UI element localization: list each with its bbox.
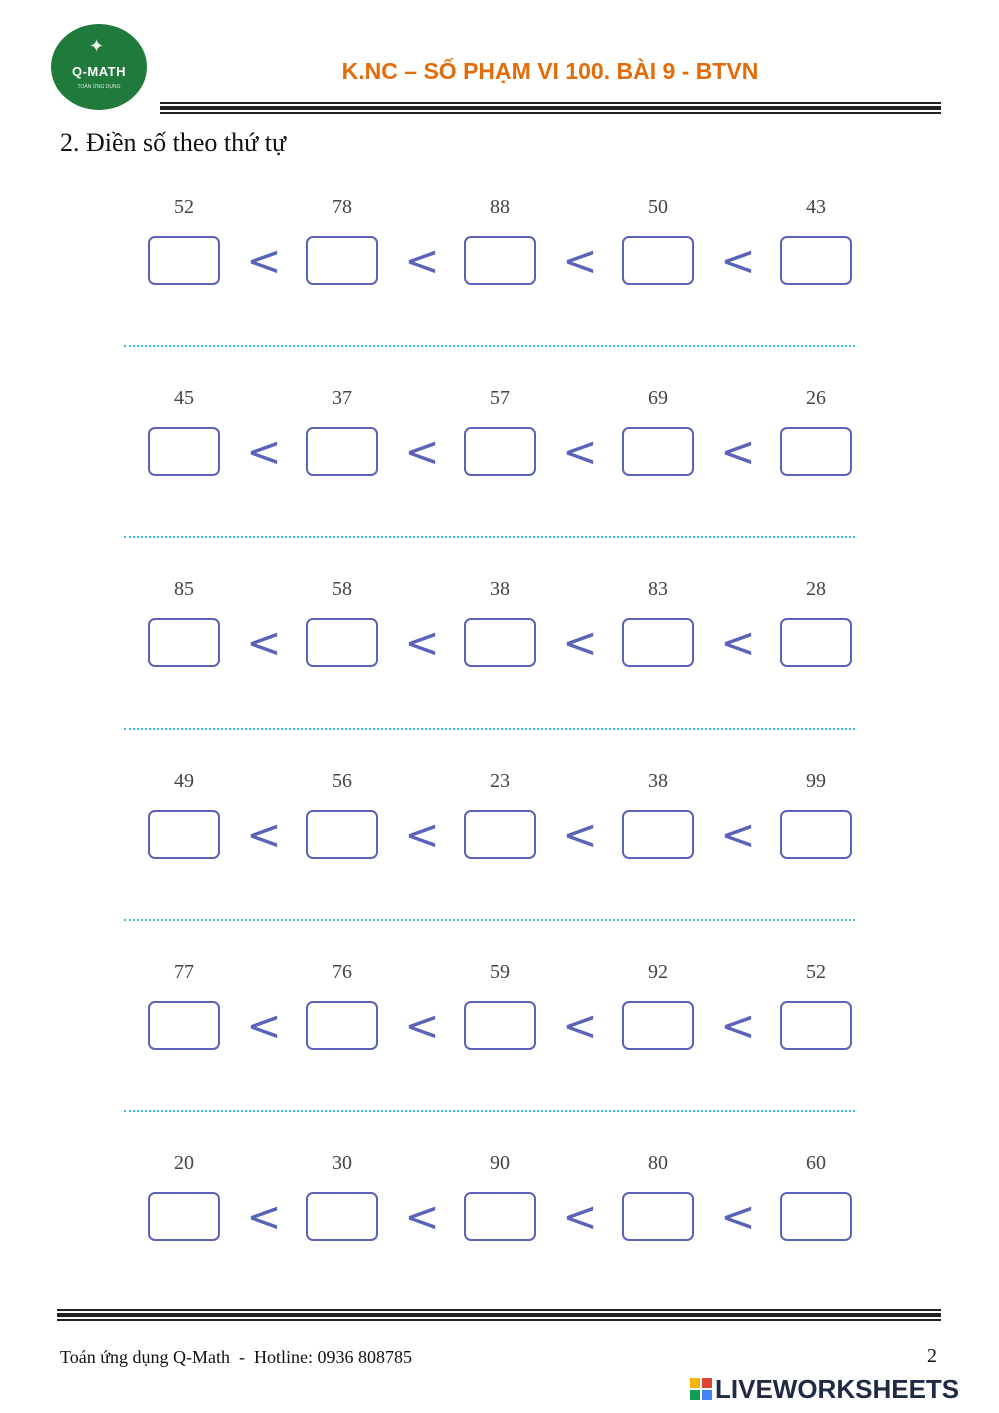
given-number: 76: [332, 961, 352, 983]
less-than-sign: <: [720, 236, 756, 285]
answer-box[interactable]: [464, 1192, 536, 1241]
less-than-sign: <: [562, 1192, 598, 1241]
footer-text: Toán ứng dụng Q-Math - Hotline: 0936 808785: [60, 1347, 412, 1367]
less-than-sign: <: [246, 618, 282, 667]
given-number: 38: [648, 770, 668, 792]
less-than-sign: <: [246, 1001, 282, 1050]
exercise-row: [0, 1152, 999, 1302]
answer-box[interactable]: [622, 618, 694, 667]
watermark-text: LIVEWORKSHEETS: [715, 1374, 960, 1404]
given-number: 77: [174, 961, 194, 983]
logo-tagline: TOÁN ỨNG DỤNG: [77, 84, 121, 90]
given-number: 80: [648, 1152, 668, 1174]
less-than-sign: <: [562, 427, 598, 476]
given-number: 45: [174, 387, 194, 409]
row-separator: [124, 345, 855, 347]
given-number: 78: [332, 196, 352, 218]
row-separator: [124, 919, 855, 921]
row-separator: [124, 728, 855, 730]
less-than-sign: <: [404, 1192, 440, 1241]
answer-box[interactable]: [148, 810, 220, 859]
answer-box[interactable]: [780, 618, 852, 667]
less-than-sign: <: [404, 236, 440, 285]
less-than-sign: <: [720, 1192, 756, 1241]
answer-box[interactable]: [780, 427, 852, 476]
given-number: 52: [174, 196, 194, 218]
header-divider: [160, 102, 941, 114]
less-than-sign: <: [720, 618, 756, 667]
answer-box[interactable]: [306, 810, 378, 859]
less-than-sign: <: [720, 1001, 756, 1050]
given-number: 92: [648, 961, 668, 983]
less-than-sign: <: [720, 427, 756, 476]
less-than-sign: <: [404, 427, 440, 476]
answer-box[interactable]: [622, 427, 694, 476]
answer-box[interactable]: [622, 810, 694, 859]
row-separator: [124, 1110, 855, 1112]
answer-box[interactable]: [464, 1001, 536, 1050]
less-than-sign: <: [404, 810, 440, 859]
liveworksheets-watermark: [690, 1374, 959, 1405]
exercise-row: [0, 961, 999, 1111]
answer-box[interactable]: [148, 1001, 220, 1050]
given-number: 83: [648, 578, 668, 600]
row-separator: [124, 536, 855, 538]
given-number: 37: [332, 387, 352, 409]
less-than-sign: <: [562, 618, 598, 667]
answer-box[interactable]: [622, 1001, 694, 1050]
given-number: 57: [490, 387, 510, 409]
given-number: 99: [806, 770, 826, 792]
less-than-sign: <: [246, 810, 282, 859]
less-than-sign: <: [404, 618, 440, 667]
given-number: 58: [332, 578, 352, 600]
qmath-logo: [51, 24, 147, 110]
given-number: 49: [174, 770, 194, 792]
answer-box[interactable]: [780, 810, 852, 859]
less-than-sign: <: [246, 427, 282, 476]
given-number: 90: [490, 1152, 510, 1174]
given-number: 23: [490, 770, 510, 792]
answer-box[interactable]: [780, 1001, 852, 1050]
given-number: 88: [490, 196, 510, 218]
less-than-sign: <: [246, 236, 282, 285]
less-than-sign: <: [562, 1001, 598, 1050]
answer-box[interactable]: [306, 1001, 378, 1050]
less-than-sign: <: [562, 810, 598, 859]
less-than-sign: <: [720, 810, 756, 859]
exercise-row: [0, 196, 999, 346]
answer-box[interactable]: [464, 236, 536, 285]
given-number: 56: [332, 770, 352, 792]
answer-box[interactable]: [464, 810, 536, 859]
question-heading: 2. Điền số theo thứ tự: [60, 128, 287, 157]
answer-box[interactable]: [622, 1192, 694, 1241]
given-number: 43: [806, 196, 826, 218]
given-number: 85: [174, 578, 194, 600]
logo-brand: Q-MATH: [71, 64, 127, 79]
given-number: 52: [806, 961, 826, 983]
less-than-sign: <: [246, 1192, 282, 1241]
less-than-sign: <: [404, 1001, 440, 1050]
answer-box[interactable]: [148, 236, 220, 285]
liveworksheets-logo-icon: [690, 1378, 712, 1400]
answer-box[interactable]: [306, 427, 378, 476]
given-number: 60: [806, 1152, 826, 1174]
given-number: 69: [648, 387, 668, 409]
page-title: K.NC – SỐ PHẠM VI 100. BÀI 9 - BTVN: [341, 58, 759, 84]
given-number: 38: [490, 578, 510, 600]
answer-box[interactable]: [306, 618, 378, 667]
page-number: 2: [927, 1345, 937, 1367]
exercise-row: [0, 578, 999, 728]
answer-box[interactable]: [148, 427, 220, 476]
given-number: 50: [648, 196, 668, 218]
less-than-sign: <: [562, 236, 598, 285]
answer-box[interactable]: [148, 618, 220, 667]
given-number: 26: [806, 387, 826, 409]
exercise-row: [0, 387, 999, 537]
answer-box[interactable]: [780, 236, 852, 285]
given-number: 20: [174, 1152, 194, 1174]
bird-leaf-icon: ✦: [89, 36, 105, 56]
answer-box[interactable]: [780, 1192, 852, 1241]
answer-box[interactable]: [464, 618, 536, 667]
given-number: 59: [490, 961, 510, 983]
exercise-row: [0, 770, 999, 920]
answer-box[interactable]: [622, 236, 694, 285]
answer-box[interactable]: [306, 236, 378, 285]
answer-box[interactable]: [148, 1192, 220, 1241]
given-number: 30: [332, 1152, 352, 1174]
given-number: 28: [806, 578, 826, 600]
answer-box[interactable]: [306, 1192, 378, 1241]
footer-divider: [57, 1309, 941, 1321]
answer-box[interactable]: [464, 427, 536, 476]
